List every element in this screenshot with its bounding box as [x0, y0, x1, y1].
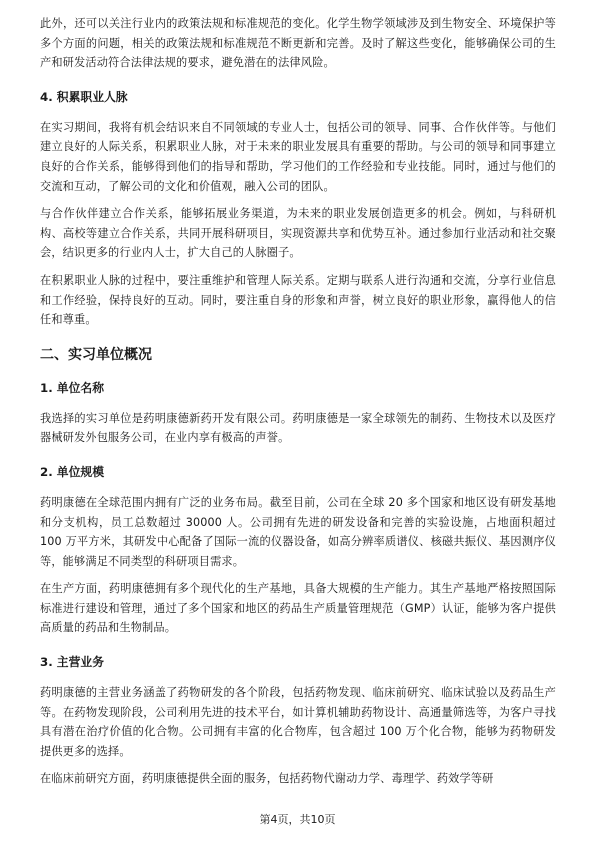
section-heading-network: 4. 积累职业人脉 [40, 89, 128, 104]
section-heading-unit-name: 1. 单位名称 [40, 380, 104, 395]
paragraph: 在临床前研究方面，药明康德提供全面的服务，包括药物代谢动力学、毒理学、药效学等研 [40, 772, 494, 786]
document-page [40, 14, 556, 797]
paragraph: 在生产方面，药明康德拥有多个现代化的生产基地，具备大规模的生产能力。其生产基地严格按照国际标准进行建设和管理，通过了多个国家和地区的药品生产质量管理规范（GMP）认证，能够为客户提供高质量的药品和生物制品。 [40, 582, 556, 635]
paragraph: 在积累职业人脉的过程中，要注重维护和管理人际关系。定期与联系人进行沟通和交流，分享行业信息和工作经验，保持良好的互动。同时，要注重自身的形象和声誉，树立良好的职业形象，赢得他人的信任和尊重。 [40, 273, 556, 327]
section-heading-unit-scale: 2. 单位规模 [40, 464, 104, 479]
paragraph: 药明康德在全球范围内拥有广泛的业务布局。截至目前，公司在全球 20 多个国家和地区设有研发基地和分支机构，员工总数超过 30000 人。公司拥有先进的研发设备和完善的实验设施，占地面积超过 100 万平方米，其研发中心配备了国际一流的仪器设备，如高分辨率质谱仪、核磁共振仪、基因测序仪等，能够满足不同类型的科研项目需求。 [40, 495, 556, 568]
section-heading-main-business: 3. 主营业务 [40, 655, 104, 670]
page-number: 第4页，共10页 [259, 813, 336, 826]
intro-paragraph: 此外，还可以关注行业内的政策法规和标准规范的变化。化学生物学领域涉及到生物安全、环境保护等多个方面的问题，相关的政策法规和标准规范不断更新和完善。及时了解这些变化，能够确保公司的生产和研发活动符合法律法规的要求，避免潜在的法律风险。 [40, 17, 556, 70]
paragraph: 药明康德的主营业务涵盖了药物研发的各个阶段，包括药物发现、临床前研究、临床试验以及药品生产等。在药物发现阶段，公司利用先进的技术平台，如计算机辅助药物设计、高通量筛选等，为客户寻找具有潜在治疗价值的化合物。公司拥有丰富的化合物库，包含超过 100 万个化合物，能够为药物研发提供更多的选择。 [40, 686, 556, 758]
paragraph: 我选择的实习单位是药明康德新药开发有限公司。药明康德是一家全球领先的制药、生物技术以及医疗器械研发外包服务公司，在业内享有极高的声誉。 [40, 411, 556, 445]
paragraph: 在实习期间，我将有机会结识来自不同领域的专业人士，包括公司的领导、同事、合作伙伴等。与他们建立良好的人际关系，积累职业人脉，对于未来的职业发展具有重要的帮助。与公司的领导和同事建立良好的合作关系，能够得到他们的指导和帮助，学习他们的工作经验和专业技能。同时，通过与他们的交流和互动，了解公司的文化和价值观，融入公司的团队。 [40, 120, 556, 193]
chapter-heading: 二、实习单位概况 [40, 346, 152, 363]
paragraph: 与合作伙伴建立合作关系，能够拓展业务渠道，为未来的职业发展创造更多的机会。例如，与科研机构、高校等建立合作关系，共同开展科研项目，实现资源共享和优势互补。通过参加行业活动和社交聚会，结识更多的行业内人士，扩大自己的人脉圈子。 [40, 207, 556, 260]
